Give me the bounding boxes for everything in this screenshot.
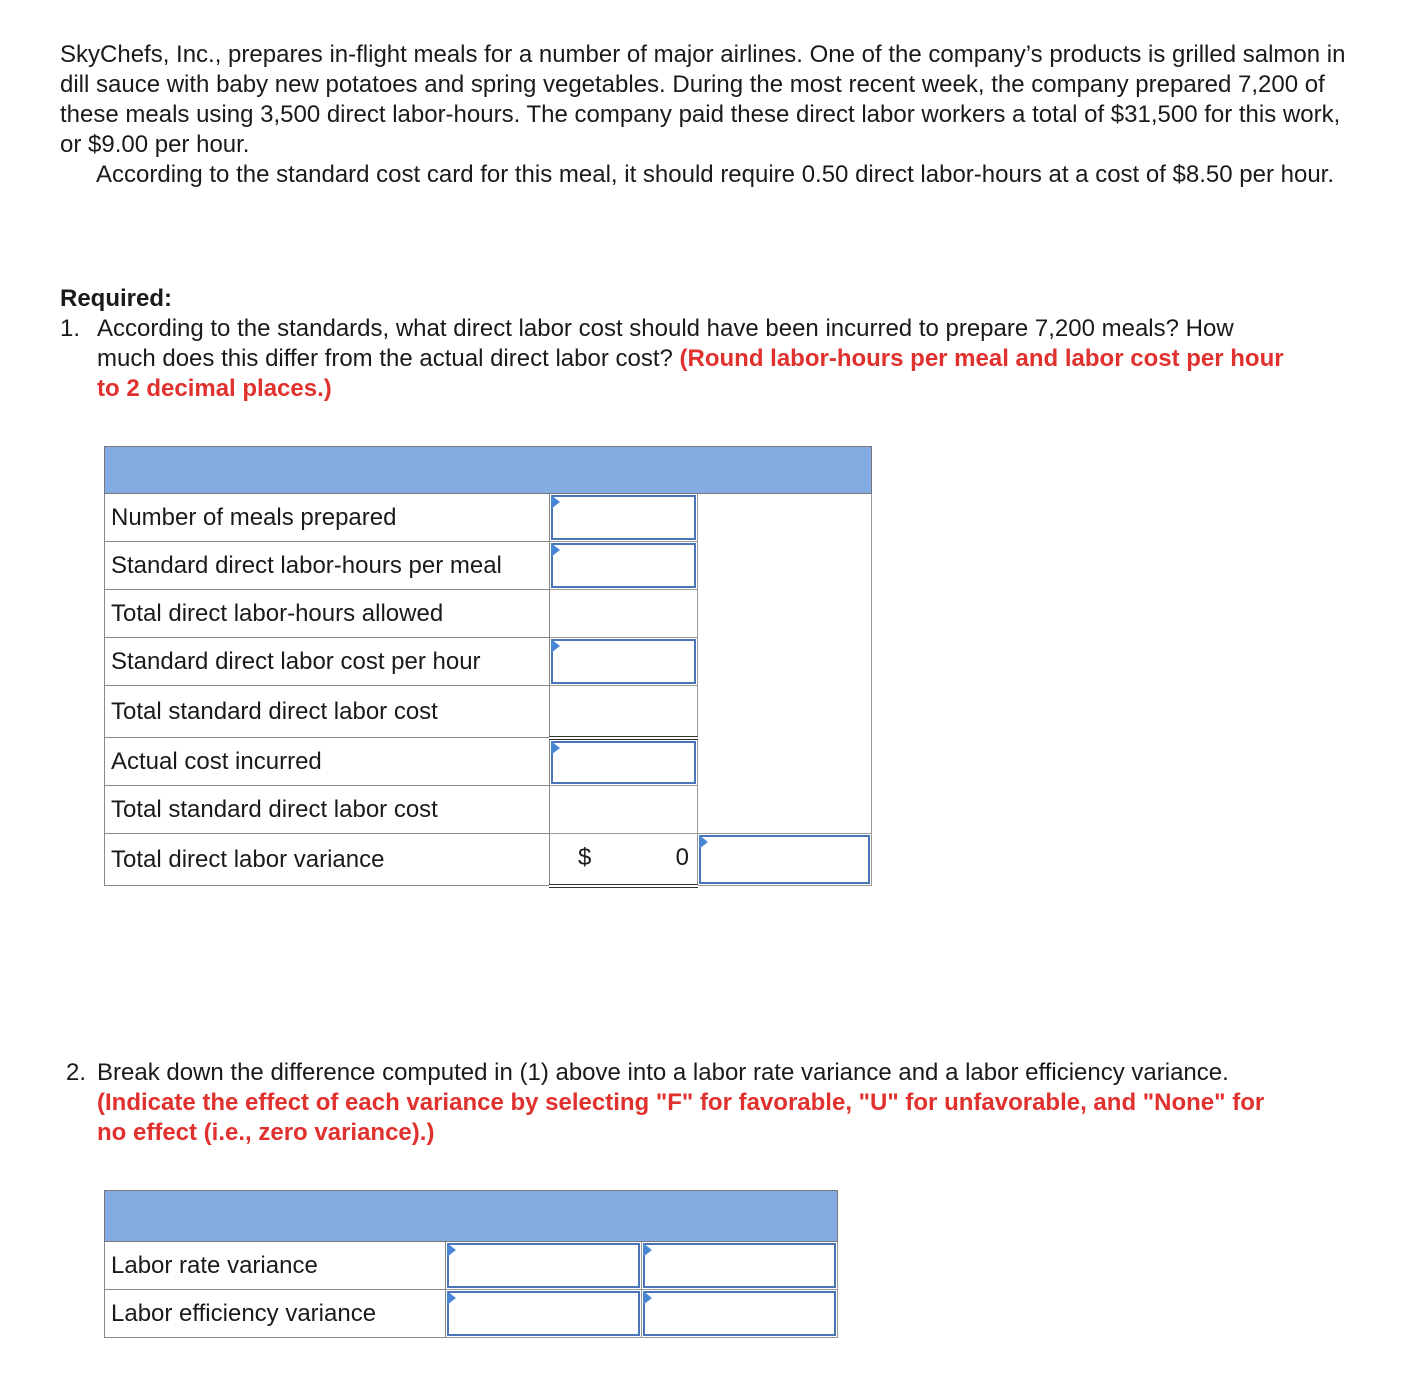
std-cost-per-hour-input[interactable] <box>550 638 698 686</box>
question-1 <box>60 314 1297 404</box>
total-hours-allowed-cell <box>550 590 698 638</box>
question-2-instruction: (Indicate the effect of each variance by selecting "F" for favorable, "U" for unfavorable, and "None" for no effect (i.e., zero variance).) <box>97 1089 1265 1146</box>
question-1-text: According to the standards, what direct labor cost should have been incurred to prepare 7,200 meals? How much does this differ from the actual direct labor cost? <box>97 315 1234 372</box>
row-label-std-cost-per-hour: Standard direct labor cost per hour <box>105 638 550 686</box>
question-2 <box>66 1058 1297 1148</box>
required-title: Required: <box>60 285 173 312</box>
labor-efficiency-variance-effect-select[interactable] <box>642 1290 838 1338</box>
table-header <box>105 447 872 494</box>
row-label-total-std-cost: Total standard direct labor cost <box>105 686 550 738</box>
actual-cost-input[interactable] <box>550 738 698 786</box>
total-std-cost-2-cell <box>550 786 698 834</box>
question-2-text: Break down the difference computed in (1) above into a labor rate variance and a labor efficiency variance. <box>97 1059 1229 1086</box>
problem-paragraph-1: SkyChefs, Inc., prepares in-flight meals for a number of major airlines. One of the company’s products is grilled salmon in dill sauce with baby new potatoes and spring vegetables. During the most recent week, the company prepared 7,200 of these meals using 3,500 direct labor-hours. The company paid these direct labor workers a total of $31,500 for this work, or $9.00 per hour. <box>60 41 1346 158</box>
labor-rate-variance-input[interactable] <box>446 1242 642 1290</box>
meals-prepared-input[interactable] <box>550 494 698 542</box>
labor-efficiency-variance-input[interactable] <box>446 1290 642 1338</box>
row-label-total-hours-allowed: Total direct labor-hours allowed <box>105 590 550 638</box>
variance-table-header <box>105 1191 838 1242</box>
question-1-number: 1. <box>60 315 81 342</box>
total-variance-effect-select[interactable] <box>698 834 872 886</box>
row-label-meals-prepared: Number of meals prepared <box>105 494 550 542</box>
problem-text <box>60 40 1360 190</box>
total-variance-value <box>550 834 698 886</box>
currency-symbol: $ <box>578 844 592 871</box>
total-std-cost-cell <box>550 686 698 738</box>
row-label-std-hours-per-meal: Standard direct labor-hours per meal <box>105 542 550 590</box>
row-label-total-std-cost-2: Total standard direct labor cost <box>105 786 550 834</box>
problem-paragraph-2: According to the standard cost card for this meal, it should require 0.50 direct labor-hours at a cost of $8.50 per hour. <box>96 161 1335 188</box>
row-label-actual-cost: Actual cost incurred <box>105 738 550 786</box>
row-label-labor-rate-variance: Labor rate variance <box>105 1242 446 1290</box>
variance-table <box>104 1190 838 1338</box>
question-1-instruction: (Round labor-hours per meal and labor cost per hour to 2 decimal places.) <box>97 345 1284 402</box>
variance-amount: 0 <box>675 844 689 871</box>
row-label-labor-efficiency-variance: Labor efficiency variance <box>105 1290 446 1338</box>
standard-cost-table <box>104 446 872 888</box>
labor-rate-variance-effect-select[interactable] <box>642 1242 838 1290</box>
std-hours-per-meal-input[interactable] <box>550 542 698 590</box>
question-2-number: 2. <box>66 1059 87 1086</box>
row-label-total-variance: Total direct labor variance <box>105 834 550 886</box>
